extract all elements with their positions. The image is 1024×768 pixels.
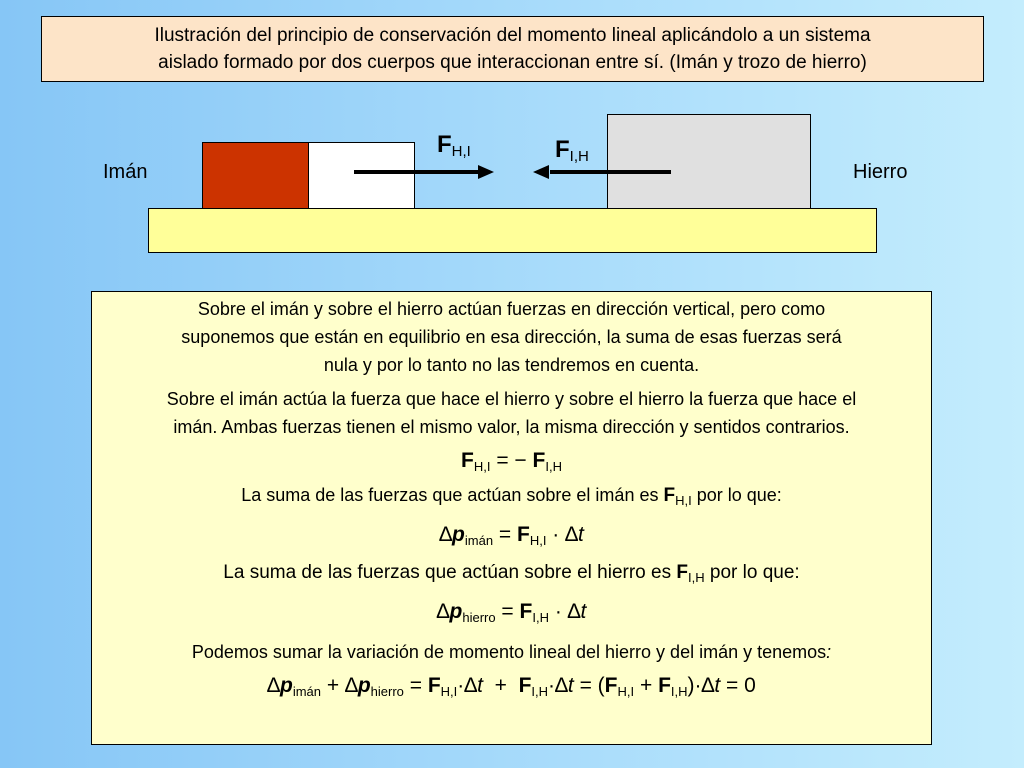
p-symbol: p <box>449 600 463 623</box>
f-symbol: F <box>676 562 688 583</box>
dot-delta: · ∆ <box>548 600 581 623</box>
iman-label: Imán <box>103 161 148 183</box>
f-symbol: F <box>517 523 530 546</box>
t-symbol: t <box>577 523 584 546</box>
force-h-i-label <box>437 131 471 160</box>
force-subscript: H,I <box>451 143 471 160</box>
sub-hi: H,I <box>473 459 491 474</box>
arrow-left-icon <box>533 165 671 179</box>
close-dot-delta: )·∆ <box>687 674 715 697</box>
force-subscript: I,H <box>569 148 589 165</box>
equals-open: = ( <box>573 674 605 697</box>
suma-iman-post: por lo que: <box>691 485 782 505</box>
suma-hierro-pre: La suma de las fuerzas que actúan sobre el hierro es <box>223 562 677 583</box>
para2-line2: imán. Ambas fuerzas tienen el mismo valor, la misma dirección y sentidos contrarios. <box>173 417 850 437</box>
suma-hierro-line <box>98 559 925 592</box>
equals: = <box>493 523 517 546</box>
magnet-red-pole <box>202 142 309 209</box>
force-letter: F <box>555 136 570 163</box>
sub-ih: I,H <box>688 570 705 585</box>
plus: + <box>321 674 345 697</box>
equation-delta-p-hierro <box>98 598 925 632</box>
t-symbol: t <box>580 600 587 623</box>
hierro-label: Hierro <box>853 161 908 183</box>
equation-forces <box>98 447 925 481</box>
sub-hi: H,I <box>675 493 692 508</box>
delta-symbol: ∆ <box>436 600 450 623</box>
p-symbol: p <box>357 674 371 697</box>
force-letter: F <box>437 131 452 158</box>
t-symbol: t <box>477 674 483 697</box>
dot-delta: ·∆ <box>457 674 478 697</box>
dot-delta: · ∆ <box>546 523 578 546</box>
podemos-text: Podemos sumar la variación de momento lineal del hierro y del imán y tenemos <box>191 642 827 662</box>
sub-ih: I,H <box>545 459 562 474</box>
sub-ih: I,H <box>670 684 688 699</box>
dot-delta: ·∆ <box>548 674 568 697</box>
p-symbol: p <box>452 523 465 546</box>
suma-hierro-post: por lo que: <box>704 562 800 583</box>
equation-final <box>98 672 925 706</box>
title-line-1: Ilustración del principio de conservación del momento lineal aplicándolo a un sistema <box>154 25 871 46</box>
f-symbol: F <box>519 600 533 623</box>
podemos-line <box>98 638 925 666</box>
equation-delta-p-iman <box>98 521 925 555</box>
colon: : <box>826 642 832 662</box>
sub-hi: H,I <box>440 684 458 699</box>
suma-iman-pre: La suma de las fuerzas que actúan sobre el imán es <box>241 485 664 505</box>
delta-symbol: ∆ <box>439 523 453 546</box>
suma-iman-line <box>98 481 925 515</box>
sub-hierro: hierro <box>462 610 496 625</box>
equals-minus: = − <box>490 449 533 472</box>
plus: + <box>634 674 659 697</box>
para2-line1: Sobre el imán actúa la fuerza que hace el hierro y sobre el hierro la fuerza que hace el <box>166 389 857 409</box>
f-symbol: F <box>658 674 671 697</box>
f-symbol: F <box>461 449 474 472</box>
explanation-box <box>91 291 932 745</box>
sub-hi: H,I <box>617 684 635 699</box>
sub-iman: imán <box>464 533 494 548</box>
delta-symbol: ∆ <box>344 674 358 697</box>
equals: = <box>495 600 520 623</box>
sub-ih: I,H <box>531 684 549 699</box>
f-symbol: F <box>427 674 441 697</box>
para1-line3: nula y por lo tanto no las tendremos en cuenta. <box>323 355 700 375</box>
delta-symbol: ∆ <box>267 674 281 697</box>
para1-line1: Sobre el imán y sobre el hierro actúan fuerzas en dirección vertical, pero como <box>197 299 826 319</box>
f-symbol: F <box>518 674 532 697</box>
t-symbol: t <box>567 674 574 697</box>
title-line-2: aislado formado por dos cuerpos que interaccionan entre sí. (Imán y trozo de hierro) <box>158 52 867 73</box>
equals-zero: = 0 <box>720 674 756 697</box>
f-symbol: F <box>663 485 676 506</box>
f-symbol: F <box>532 449 546 472</box>
sub-ih: I,H <box>532 610 549 625</box>
f-symbol: F <box>604 674 618 697</box>
sub-hi: H,I <box>529 533 547 548</box>
equals: = <box>403 674 428 697</box>
arrow-right-icon <box>354 165 494 179</box>
sub-hierro: hierro <box>370 684 404 699</box>
title-box <box>41 16 984 82</box>
t-symbol: t <box>714 674 721 697</box>
plus: + <box>482 674 519 697</box>
para1-line2: suponemos que están en equilibrio en esa dirección, la suma de esas fuerzas será <box>181 327 842 347</box>
ground-surface <box>148 208 877 253</box>
sub-iman: imán <box>292 684 322 699</box>
force-arrows <box>340 160 680 185</box>
p-symbol: p <box>280 674 293 697</box>
